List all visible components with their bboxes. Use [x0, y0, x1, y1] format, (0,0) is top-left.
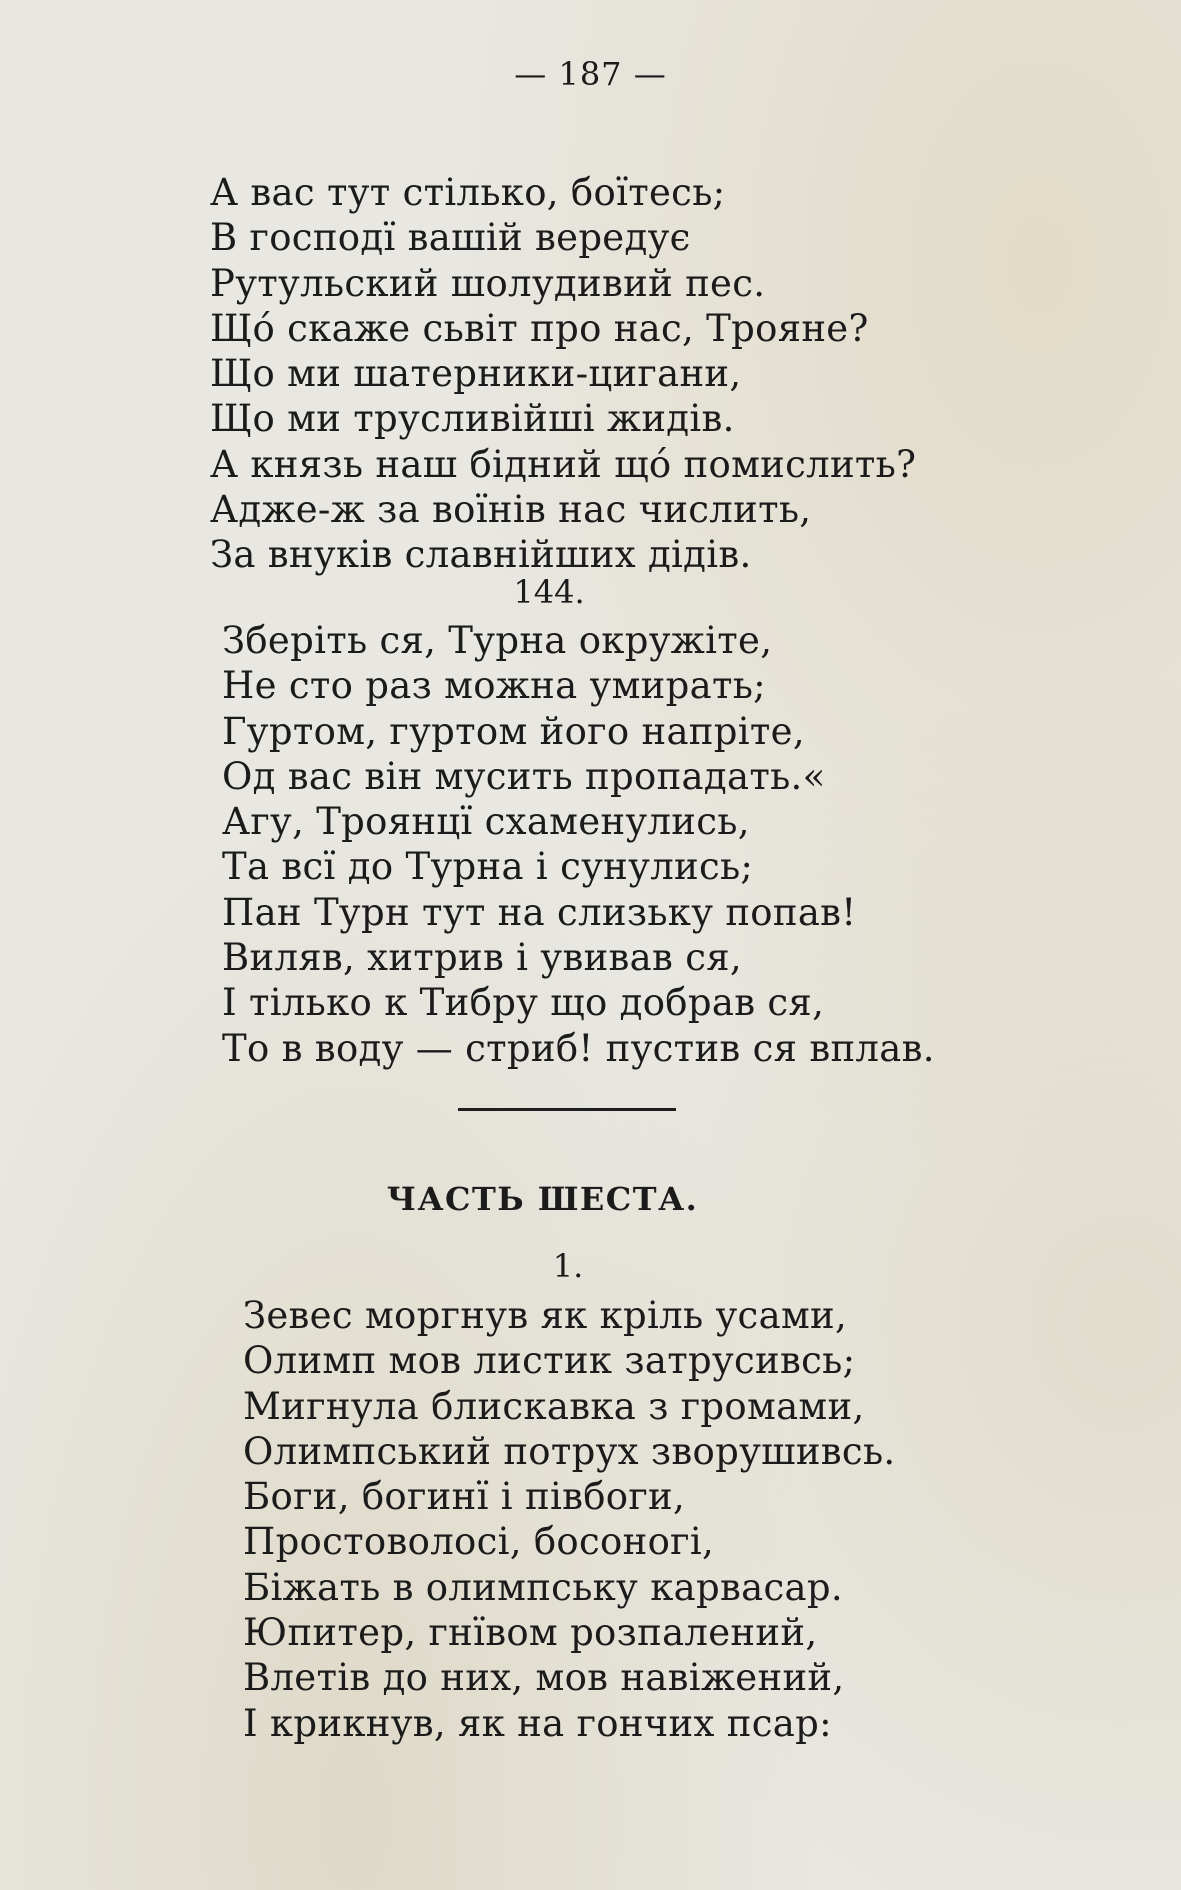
page-number: — 187 —	[514, 55, 667, 93]
section-divider	[458, 1108, 676, 1111]
verse-line: Зберіть ся, Турна окружіте,	[222, 619, 773, 662]
verse-line: Рутульский шолудивий пес.	[210, 261, 766, 305]
verse-line: А вас тут стілько, боїтесь;	[210, 171, 726, 214]
verse-line: Що ми трусливійші жидів.	[210, 397, 735, 441]
stanza-continued	[210, 170, 916, 578]
verse-line: В господї вашій вередує	[210, 216, 691, 260]
verse-line: Адже-ж за воїнів нас числить,	[210, 488, 812, 532]
stanza-144	[222, 618, 935, 1071]
verse-line: І крикнув, як на гончих псар:	[243, 1701, 832, 1745]
verse-line: Од вас він мусить пропадать.«	[222, 754, 826, 798]
verse-line: Біжать в олимпську карвасар.	[243, 1565, 843, 1609]
section-title: ЧАСТЬ ШЕСТА.	[386, 1180, 699, 1218]
verse-line: Боги, богинї і півбоги,	[243, 1475, 686, 1519]
verse-line: Простоволосі, босоногі,	[243, 1520, 715, 1564]
verse-line: Не сто раз можна умирать;	[222, 664, 766, 708]
verse-line: То в воду — стриб! пустив ся вплав.	[222, 1026, 935, 1070]
verse-line: Що ми шатерники-цигани,	[210, 352, 742, 396]
verse-line: Влетів до них, мов навіжений,	[243, 1656, 845, 1700]
verse-line: Гуртом, гуртом його напріте,	[222, 709, 805, 753]
stanza-number: 1.	[552, 1247, 584, 1285]
verse-line: А князь наш бідний щó помислить?	[210, 442, 917, 486]
verse-line: Олимп мов листик затрусивсь;	[243, 1339, 856, 1383]
verse-line: Та всї до Турна і сунулись;	[222, 845, 754, 889]
verse-line: Щó скаже сьвіт про нас, Трояне?	[210, 306, 869, 350]
verse-line: Юпитер, гнївом розпалений,	[243, 1611, 818, 1655]
verse-line: Олимпський потрух зворушивсь.	[243, 1429, 896, 1473]
verse-line: Виляв, хитрив і увивав ся,	[222, 936, 742, 980]
stanza-1	[243, 1293, 895, 1746]
stanza-number: 144.	[513, 573, 585, 611]
verse-line: Пан Турн тут на слизьку попав!	[222, 890, 857, 934]
verse-line: Зевес моргнув як кріль усами,	[243, 1294, 848, 1337]
verse-line: Агу, Троянцї схаменулись,	[222, 800, 750, 844]
verse-line: За внуків славнійших дідів.	[210, 533, 752, 577]
verse-line: І тілько к Тибру що добрав ся,	[222, 981, 825, 1025]
verse-line: Мигнула блискавка з громами,	[243, 1384, 865, 1428]
